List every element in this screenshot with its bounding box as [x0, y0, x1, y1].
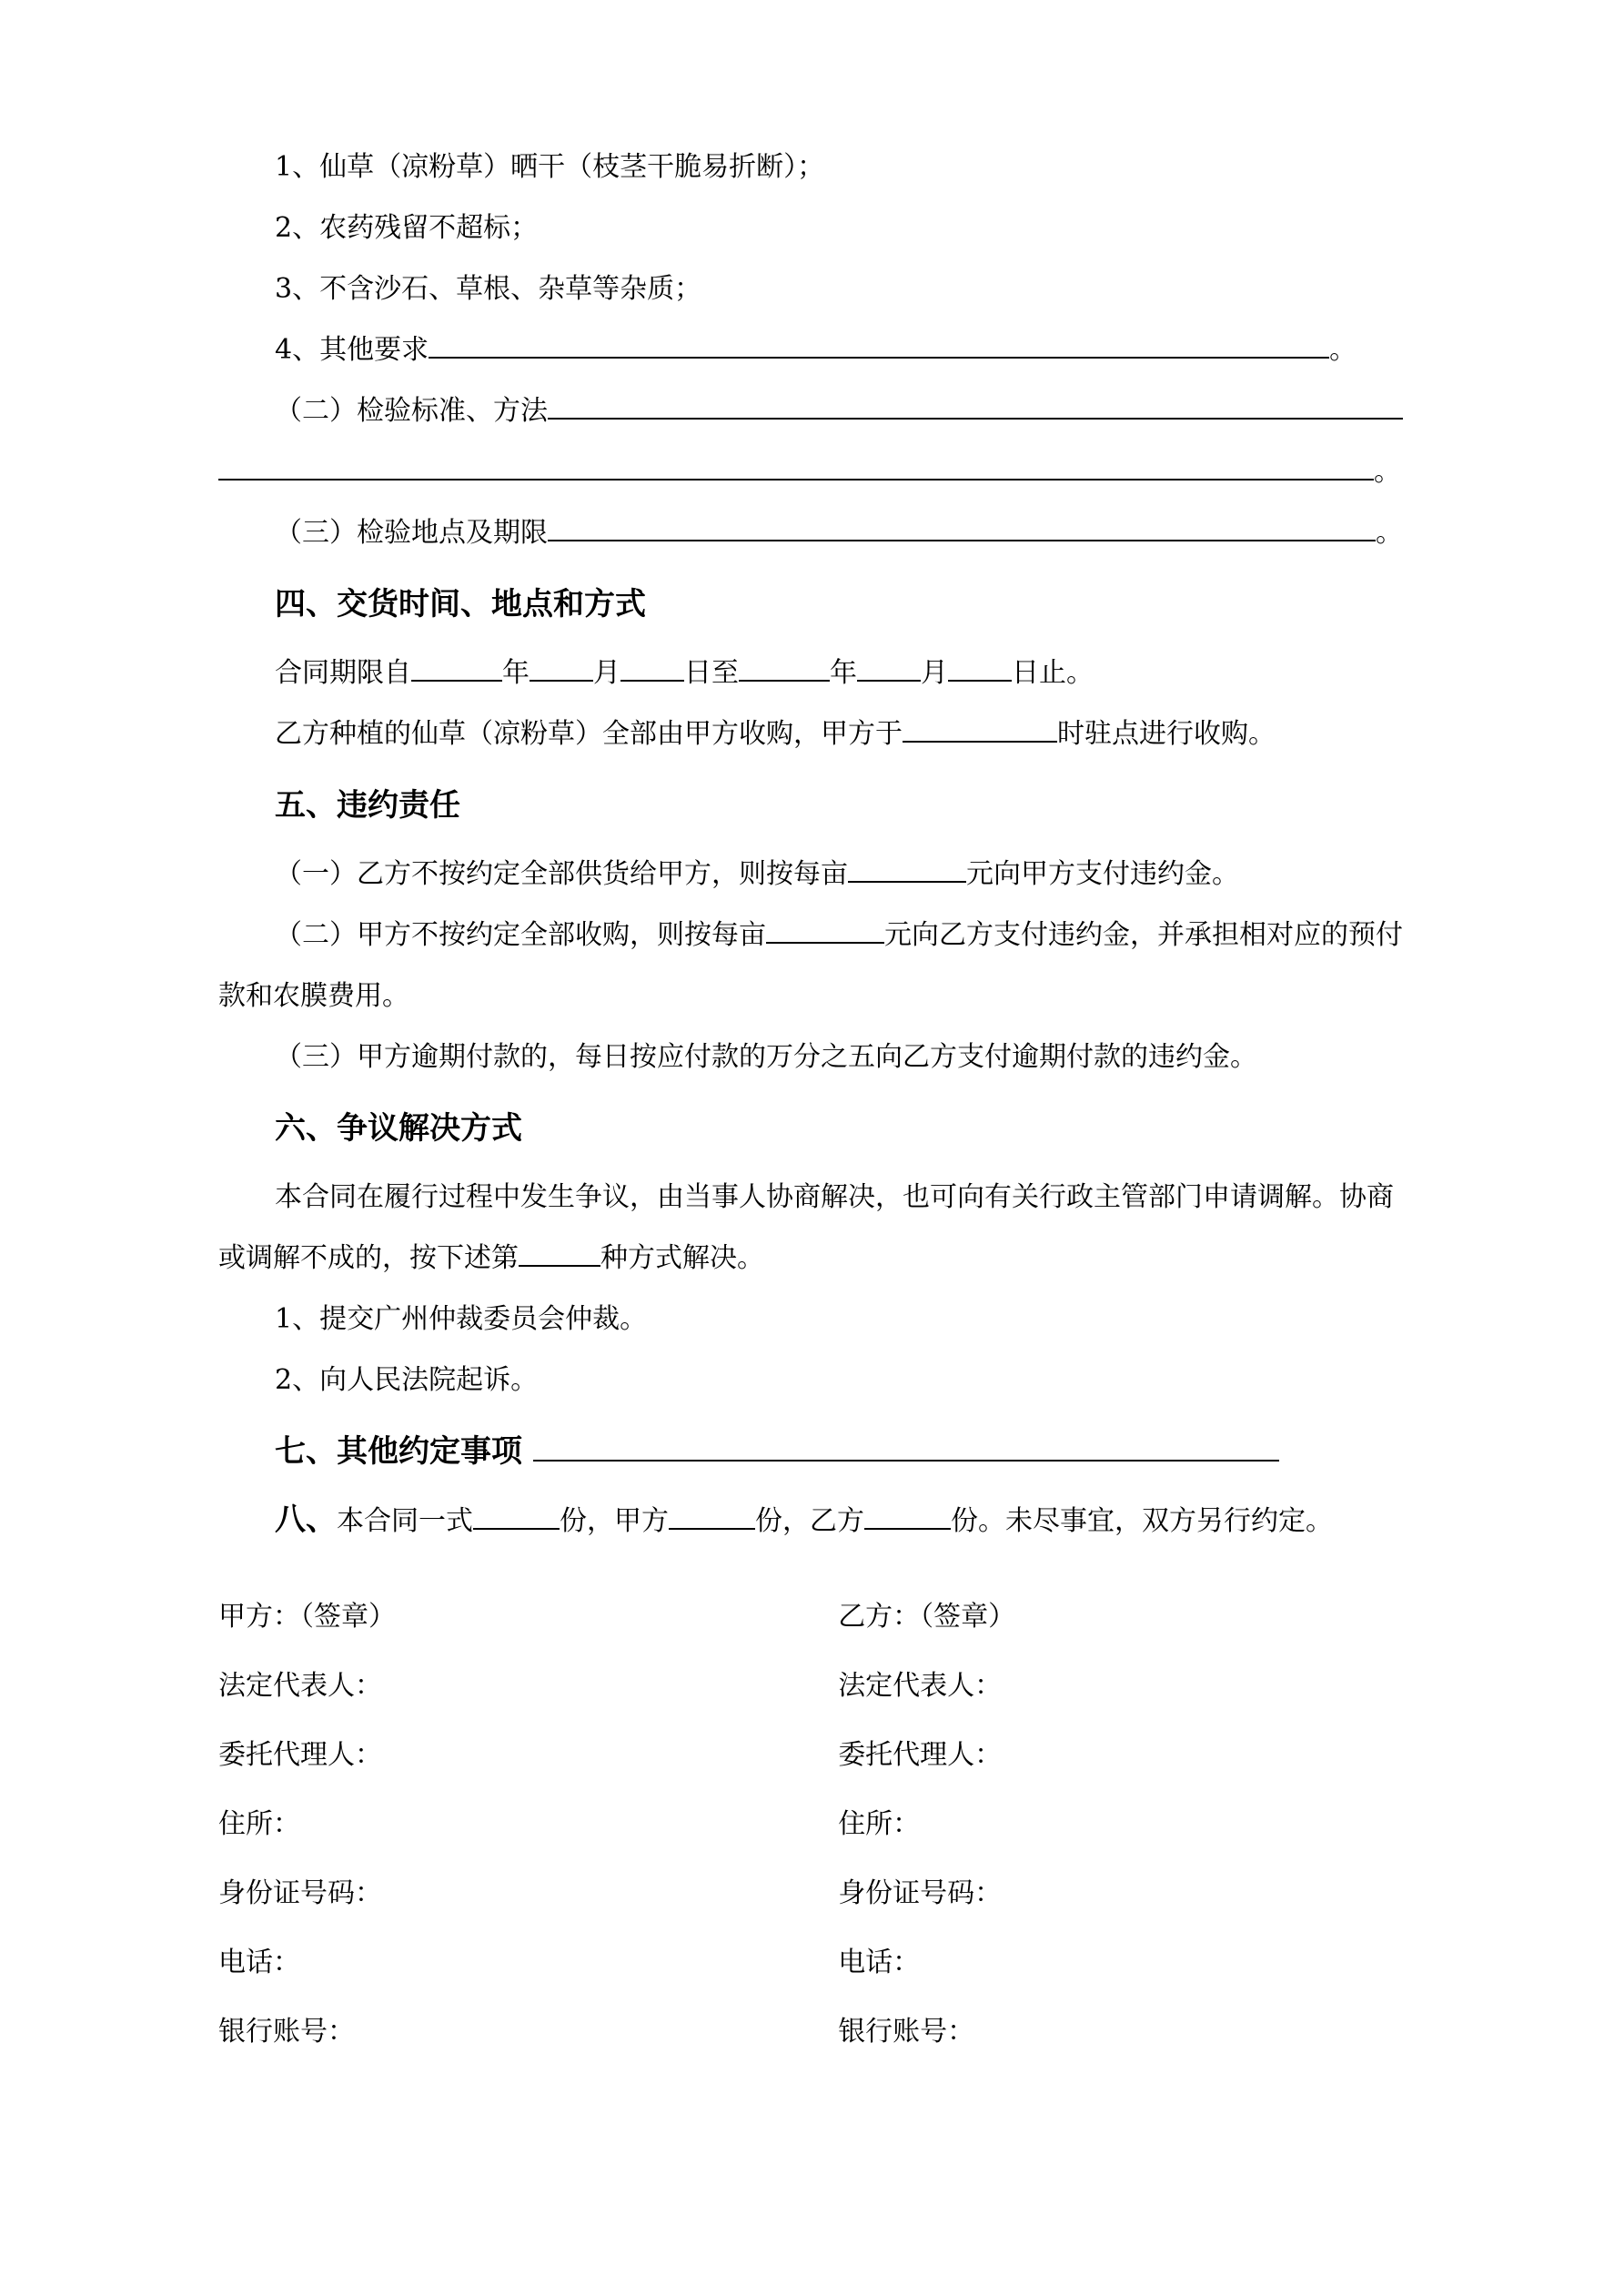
text-run: 合同期限自 [275, 657, 411, 689]
text-run: 月 [921, 657, 948, 689]
fill-in-blank [864, 1501, 951, 1530]
text-run: 2、向人民法院起诉。 [275, 1364, 539, 1396]
fill-in-blank [530, 652, 593, 682]
fill-in-blank [739, 652, 830, 682]
text-run: 份。未尽事宜，双方另行约定。 [951, 1505, 1333, 1537]
text-run: 本合同一式 [337, 1505, 473, 1537]
contract-paragraph [218, 258, 1410, 319]
text-run: 种方式解决。 [600, 1242, 764, 1274]
text-run: （一）乙方不按约定全部供货给甲方，则按每亩 [275, 858, 848, 890]
text-run: 。 [1329, 334, 1357, 366]
fill-in-blank [519, 1238, 600, 1267]
contract-paragraph [218, 642, 1410, 703]
fill-in-blank [548, 390, 1403, 420]
signature-right-field-label: 银行账号： [838, 2016, 975, 2048]
contract-paragraph [218, 137, 1410, 197]
text-run: （二）甲方不按约定全部收购，则按每亩 [275, 919, 766, 951]
text-run: 1、仙草（凉粉草）晒干（枝茎干脆易折断）； [275, 151, 825, 183]
text-run: 六、争议解决方式 [275, 1110, 522, 1147]
contract-paragraph [218, 703, 1410, 764]
text-run: 元向乙方支付违约金，并承担相对应的预付款和农膜费用。 [218, 919, 1403, 1012]
contract-paragraph [218, 844, 1410, 905]
text-run: 四、交货时间、地点和方式 [275, 586, 646, 622]
signature-left-field-label: 身份证号码： [218, 1877, 382, 1909]
fill-in-blank [473, 1501, 560, 1530]
fill-in-blank [948, 652, 1012, 682]
contract-paragraph [218, 1490, 1410, 1552]
signature-right-field-label: 身份证号码： [838, 1877, 1003, 1909]
text-run: 3、不含沙石、草根、杂草等杂质； [275, 273, 702, 305]
fill-in-blank [766, 915, 884, 944]
signature-left-field-label: 电话： [218, 1947, 300, 1978]
fill-in-blank [218, 451, 1374, 480]
signature-right-field-label: 法定代表人： [838, 1670, 1003, 1702]
signature-left-field-label: 银行账号： [218, 2016, 355, 2048]
text-run: 年 [830, 657, 857, 689]
text-run: （二）检验标准、方法 [275, 395, 548, 427]
signature-right-field-label: 乙方：（签章） [838, 1601, 1016, 1633]
text-run: 乙方种植的仙草（凉粉草）全部由甲方收购，甲方于 [275, 718, 903, 750]
contract-paragraph [218, 1167, 1410, 1289]
text-run: 本合同在履行过程中发生争议，由当事人协商解决，也可向有关行政主管部门申请调解。协商或调解不成的，按下述第 [218, 1181, 1394, 1274]
fill-in-blank [848, 854, 966, 883]
signature-left-field-label: 住所： [218, 1808, 300, 1840]
contract-paragraph [218, 197, 1410, 258]
section-heading-breach [218, 775, 1410, 836]
fill-in-blank [620, 652, 684, 682]
text-run: 。 [1376, 517, 1403, 549]
fill-in-blank [548, 512, 1376, 541]
text-run: 4、其他要求 [275, 334, 429, 366]
section-heading-delivery [218, 574, 1410, 635]
contract-paragraph [218, 905, 1410, 1027]
contract-paragraph [218, 1350, 1410, 1411]
text-run: 五、违约责任 [275, 787, 460, 824]
section-heading-other [218, 1421, 1410, 1482]
text-run: 日至 [684, 657, 739, 689]
text-run: 七、其他约定事项 [275, 1433, 533, 1470]
text-run: 1、提交广州仲裁委员会仲裁。 [275, 1303, 648, 1335]
signature-right-field-label: 委托代理人： [838, 1739, 1003, 1771]
fill-in-blank [903, 713, 1057, 743]
signature-left-field-label: 法定代表人： [218, 1670, 382, 1702]
signature-left-field-label: 甲方：（签章） [218, 1601, 396, 1633]
fill-in-blank [429, 329, 1329, 359]
text-run: 时驻点进行收购。 [1057, 718, 1276, 750]
text-run: 。 [1374, 456, 1401, 488]
signature-left-field-label: 委托代理人： [218, 1739, 382, 1771]
contract-paragraph [218, 1289, 1410, 1350]
fill-in-blank [411, 652, 502, 682]
text-run: （三）甲方逾期付款的，每日按应付款的万分之五向乙方支付逾期付款的违约金。 [275, 1041, 1257, 1073]
contract-paragraph [218, 441, 1410, 502]
section-heading-dispute [218, 1098, 1410, 1159]
fill-in-blank [857, 652, 921, 682]
text-run: 年 [502, 657, 530, 689]
contract-paragraph [218, 502, 1410, 563]
signature-block [218, 1583, 1410, 2067]
text-run: 元向甲方支付违约金。 [966, 858, 1239, 890]
text-run: 月 [593, 657, 620, 689]
text-run: 八、 [275, 1502, 337, 1538]
text-run: 2、农药残留不超标； [275, 212, 539, 244]
contract-paragraph [218, 380, 1410, 441]
fill-in-blank [669, 1501, 755, 1530]
text-run: 份，甲方 [560, 1505, 669, 1537]
document-body [218, 137, 1410, 1552]
contract-paragraph [218, 319, 1410, 380]
signature-right-field-label: 电话： [838, 1947, 921, 1978]
text-run: （三）检验地点及期限 [275, 517, 548, 549]
signature-right-field-label: 住所： [838, 1808, 921, 1840]
text-run: 份，乙方 [755, 1505, 864, 1537]
contract-paragraph [218, 1027, 1410, 1087]
text-run: 日止。 [1012, 657, 1094, 689]
fill-in-blank [533, 1429, 1279, 1462]
